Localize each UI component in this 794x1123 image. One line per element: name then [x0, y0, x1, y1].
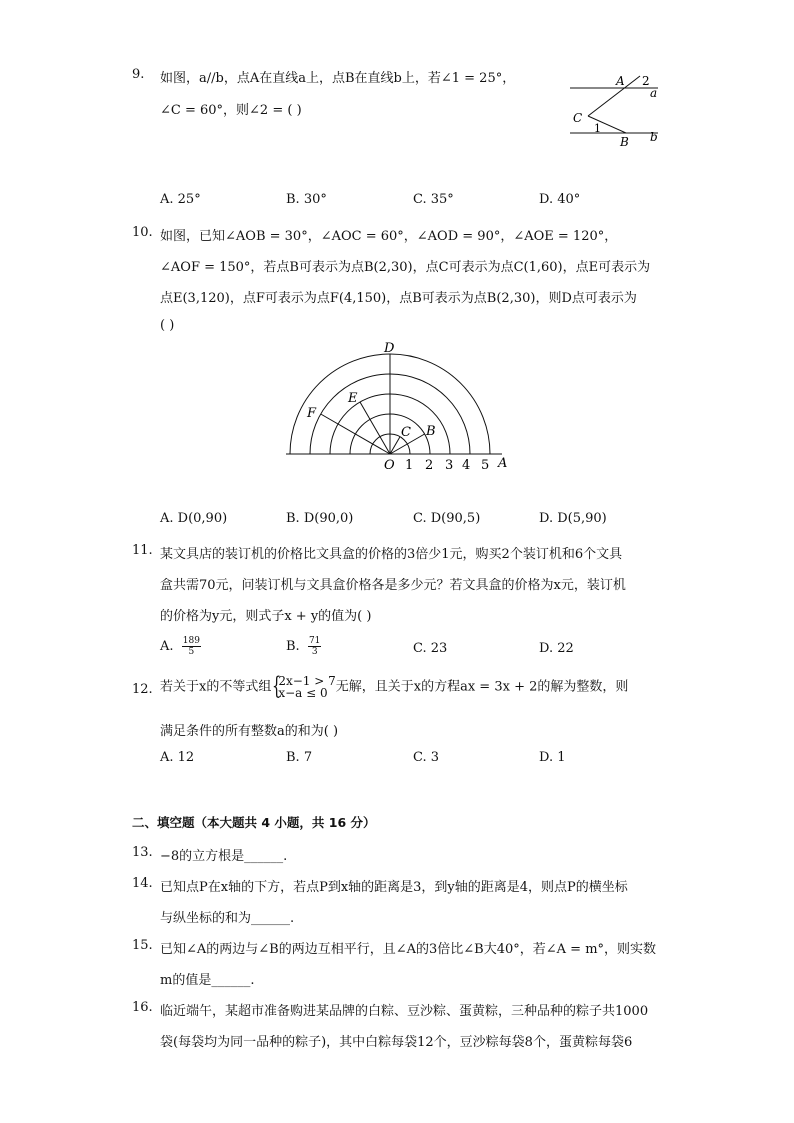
q12-text-line1	[160, 675, 628, 699]
q16-text-line2: 袋(每袋均为同一品种的粽子)，其中白粽每袋12个，豆沙粽每袋8个，蛋黄粽每袋6	[160, 1035, 633, 1050]
q12-option-b[interactable]: B. 7	[286, 750, 313, 765]
q11-number: 11.	[132, 543, 153, 558]
label-B: B	[426, 424, 436, 439]
q10-text-line1: 如图，已知∠AOB = 30°，∠AOC = 60°，∠AOD = 90°，∠AOE = 120°，	[160, 229, 618, 244]
q11-option-b-fraction	[308, 636, 321, 657]
tick-4: 4	[462, 458, 471, 473]
q11-option-b-denominator: 3	[311, 647, 318, 657]
label-B: B	[620, 135, 629, 149]
q12-inequality-system	[271, 675, 335, 699]
tick-1: 1	[405, 458, 414, 473]
q10-option-c[interactable]: C. D(90,5)	[413, 511, 481, 526]
q10-number: 10.	[132, 225, 153, 240]
ray-of	[321, 414, 390, 454]
label-D: D	[384, 341, 395, 356]
q10-text-line2: ∠AOF = 150°，若点B可表示为点B(2,30)，点C可表示为点C(1,60)，点E可表示为	[160, 260, 651, 275]
q9-figure	[560, 70, 670, 152]
q11-option-b-label: B.	[286, 639, 300, 654]
segment-ca	[588, 76, 640, 116]
q12-text-post: 无解，且关于x的方程ax = 3x + 2的解为整数，则	[335, 679, 629, 695]
q10-option-d[interactable]: D. D(5,90)	[539, 511, 607, 526]
q9-number: 9.	[132, 67, 145, 82]
q10-option-b[interactable]: B. D(90,0)	[286, 511, 354, 526]
tick-5: 5	[481, 458, 490, 473]
q11-option-d[interactable]: D. 22	[539, 641, 574, 656]
q9-option-d[interactable]: D. 40°	[539, 192, 581, 207]
q10-text-line3: 点E(3,120)，点F可表示为点F(4,150)，点B可表示为点B(2,30)，则D点可表示为	[160, 291, 637, 306]
q12-number: 12.	[132, 682, 153, 697]
ray-oe	[360, 402, 390, 454]
q11-option-b-numerator: 71	[308, 636, 321, 646]
label-angle-2: 2	[642, 74, 650, 88]
q12-option-d[interactable]: D. 1	[539, 750, 566, 765]
q12-inequality-2: x−a ≤ 0	[278, 686, 328, 700]
section-heading-fill-in: 二、填空题（本大题共 4 小题，共 16 分）	[132, 815, 376, 830]
tick-3: 3	[445, 458, 454, 473]
q11-text-line1: 某文具店的装订机的价格比文具盒的价格的3倍少1元，购买2个装订机和6个文具	[160, 547, 623, 562]
q12-inequality-1: { 2x−1 > 7	[278, 674, 336, 688]
q16-text-line1: 临近端午，某超市准备购进某品牌的白粽、豆沙粽、蛋黄粽，三种品种的粽子共1000	[160, 1004, 649, 1019]
q11-option-a-label: A.	[160, 639, 174, 654]
q15-number: 15.	[132, 938, 153, 953]
label-E: E	[348, 391, 358, 406]
q11-option-c[interactable]: C. 23	[413, 641, 448, 656]
label-O: O	[384, 458, 395, 473]
q11-text-line3: 的价格为y元，则式子x + y的值为( )	[160, 609, 372, 624]
q12-text-line2: 满足条件的所有整数a的和为( )	[160, 724, 339, 739]
q11-option-a-numerator: 189	[182, 636, 200, 646]
q15-text-line2: m的值是______.	[160, 973, 255, 988]
q15-text-line1: 已知∠A的两边与∠B的两边互相平行，且∠A的3倍比∠B大40°，若∠A = m°，则实数	[160, 942, 657, 957]
q11-text-line2: 盒共需70元，问装订机与文具盒价格各是多少元？若文具盒的价格为x元，装订机	[160, 578, 626, 593]
q11-option-a-fraction	[182, 636, 201, 657]
q9-text-line1: 如图，a//b，点A在直线a上，点B在直线b上，若∠1 = 25°，	[160, 71, 516, 86]
q13-number: 13.	[132, 845, 153, 860]
q11-option-a-denominator: 5	[188, 647, 195, 657]
q13-text-line1: −8的立方根是______.	[160, 849, 288, 864]
q10-figure	[280, 338, 520, 476]
q14-text-line1: 已知点P在x轴的下方，若点P到x轴的距离是3，到y轴的距离是4，则点P的横坐标	[160, 880, 628, 895]
q9-text-line2: ∠C = 60°，则∠2 = ( )	[160, 103, 302, 118]
q14-number: 14.	[132, 876, 153, 891]
q16-number: 16.	[132, 1000, 153, 1015]
q10-text-line4: ( )	[160, 318, 175, 333]
label-line-b: b	[650, 130, 658, 144]
label-C: C	[401, 425, 411, 440]
label-line-a: a	[650, 86, 658, 100]
label-angle-1: 1	[594, 122, 601, 135]
q11-option-b[interactable]	[286, 636, 321, 657]
q10-option-a[interactable]: A. D(0,90)	[160, 511, 228, 526]
q12-option-c[interactable]: C. 3	[413, 750, 440, 765]
q9-option-a[interactable]: A. 25°	[160, 192, 201, 207]
q12-text-pre: 若关于x的不等式组	[160, 679, 272, 695]
tick-2: 2	[425, 458, 434, 473]
label-A: A	[616, 74, 625, 88]
label-C: C	[573, 111, 583, 125]
label-A: A	[498, 456, 508, 471]
q9-option-c[interactable]: C. 35°	[413, 192, 454, 207]
q14-text-line2: 与纵坐标的和为______.	[160, 911, 295, 926]
q12-option-a[interactable]: A. 12	[160, 750, 195, 765]
q9-option-b[interactable]: B. 30°	[286, 192, 327, 207]
label-F: F	[307, 406, 317, 421]
q11-option-a[interactable]	[160, 636, 201, 657]
